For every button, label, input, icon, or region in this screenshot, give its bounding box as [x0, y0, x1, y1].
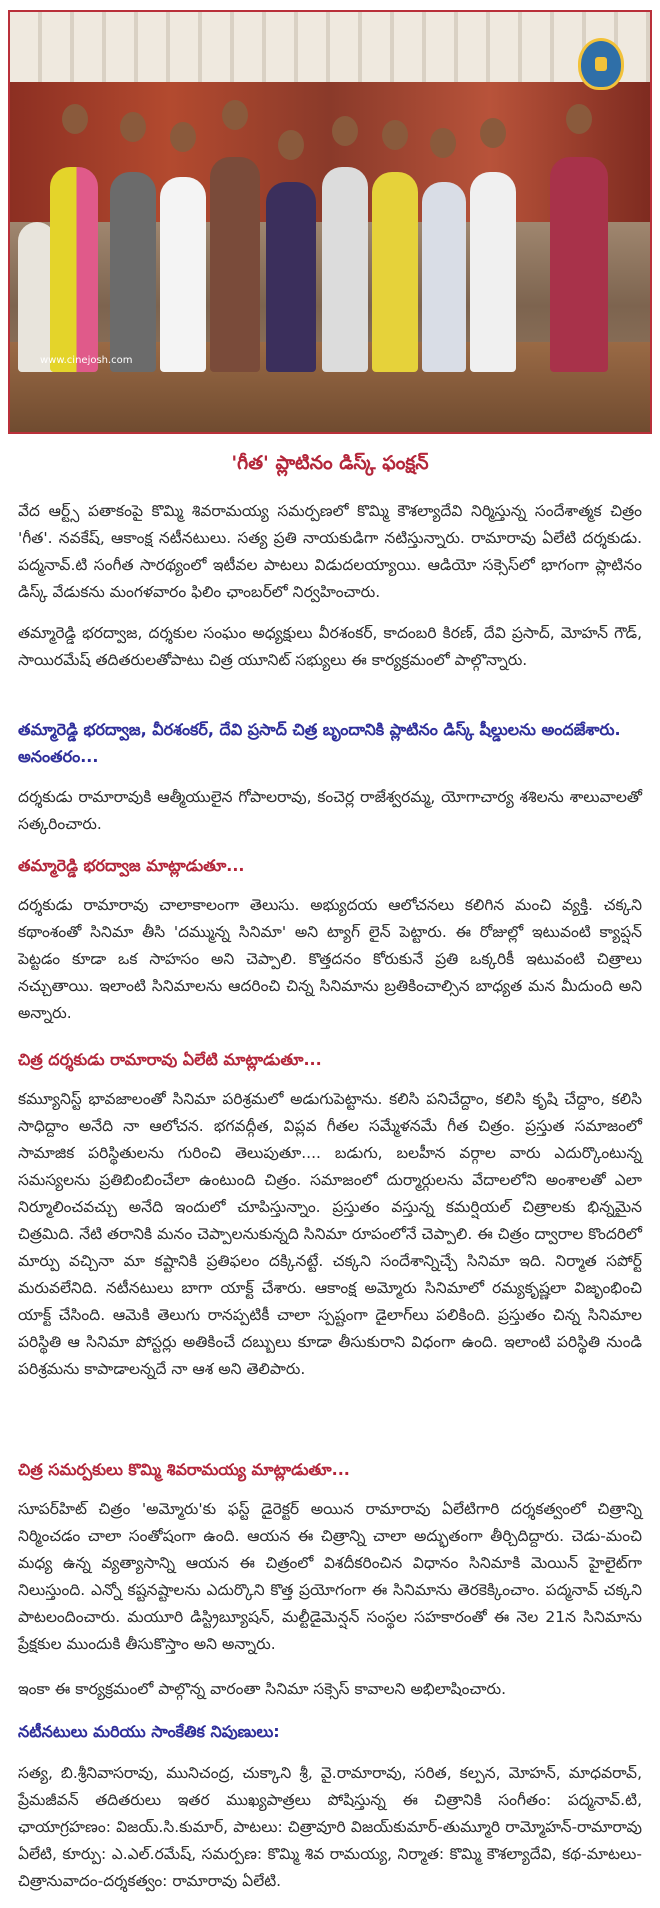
article-paragraph: వేద ఆర్ట్స్ పతాకంపై కొమ్మి శివరామయ్య సమర్పణలో కొమ్మి కౌశల్యాదేవి నిర్మిస్తున్న సందేశాత్మక చిత్రం 'గీత'. నవకేష్, ఆకాంక్ష నటీనటులు. సత్య ప్రతి నాయకుడిగా నటిస్తున్నారు. రామారావు ఏలేటి దర్శకుడు. పద్మనావ్.టి సంగీత సారథ్యంలో ఇటీవల పాటలు విడుదలయ్యాయి. ఆడియో సక్సెస్‌లో భాగంగా ప్లాటినం డిస్క్ వేడుకను మంగళవారం ఫిలిం ఛాంబర్‌లో నిర్వహించారు.: [18, 502, 642, 601]
person-figure: [160, 177, 206, 372]
person-head: [566, 104, 592, 134]
article-paragraph: తమ్మారెడ్డి భరద్వాజ, దర్శకుల సంఘం అధ్యక్షులు వీరశంకర్, కాదంబరి కిరణ్, దేవి ప్రసాద్, మోహన్ గౌడ్, సాయిరమేష్ తదితరులతోపాటు చిత్ర యూనిట్ సభ్యులు ఈ కార్యక్రమంలో పాల్గొన్నారు.: [18, 624, 642, 669]
person-head: [430, 128, 456, 158]
person-figure: [210, 157, 260, 372]
person-figure: [322, 167, 368, 372]
article-subheading: తమ్మారెడ్డి భరద్వాజ మాట్లాడుతూ...: [18, 856, 245, 875]
article-subheading: నటీనటులు మరియు సాంకేతిక నిపుణులు:: [18, 1722, 280, 1741]
article-paragraph: దర్శకుడు రామారావుకి ఆత్మీయులైన గోపాలరావు, కంచెర్ల రాజేశ్వరమ్మ, యోగాచార్య శశిలను శాలువాలతో సత్కరించారు.: [18, 788, 642, 833]
person-head: [222, 100, 248, 130]
person-figure: [110, 172, 156, 372]
person-figure: [266, 182, 316, 372]
article-subheading: చిత్ర సమర్పకులు కొమ్మి శివరామయ్య మాట్లాడుతూ...: [18, 1460, 350, 1479]
site-logo-icon: [578, 38, 624, 90]
article-paragraph: దర్శకుడు రామారావు చాలాకాలంగా తెలుసు. అభ్యుదయ ఆలోచనలు కలిగిన మంచి వ్యక్తి. చక్కని కథాంశంతో సినిమా తీసి 'దమ్మున్న సినిమా' అని ట్యాగ్ లైన్ పెట్టారు. ఈ రోజుల్లో ఇటువంటి క్యాప్షన్ పెట్టడం కూడా ఒక సాహసం అని చెప్పాలి. కొత్తదనం కోరుకునే ప్రతి ఒక్కరికీ ఇటువంటి చిత్రాలు నచ్చుతాయి. ఇలాంటి సినిమాలను ఆదరించి చిన్న సినిమాను బ్రతికించాల్సిన బాధ్యత మన మీదుంది అని అన్నారు.: [18, 896, 642, 1022]
person-figure: [422, 182, 466, 372]
article-paragraph: ఇంకా ఈ కార్యక్రమంలో పాల్గొన్న వారంతా సినిమా సక్సెస్ కావాలని అభిలాషించారు.: [18, 1680, 507, 1698]
article-subheading: చిత్ర దర్శకుడు రామారావు ఏలేటి మాట్లాడుతూ...: [18, 1050, 322, 1069]
article-title: 'గీత' ప్లాటినం డిస్క్ ఫంక్షన్: [231, 452, 429, 474]
person-head: [170, 122, 196, 152]
person-figure: [550, 157, 608, 372]
person-head: [278, 130, 304, 160]
article-paragraph: సూపర్‌హిట్ చిత్రం 'అమ్మోరు'కు ఫస్ట్ డైరెక్టర్ అయిన రామారావు ఏలేటిగారి దర్శకత్వంలో చిత్రాన్ని నిర్మించడం చాలా సంతోషంగా ఉంది. ఆయన ఈ చిత్రాన్ని చాలా అద్భుతంగా తీర్చిదిద్దారు. చెడు-మంచి మధ్య ఉన్న వ్యత్యాసాన్ని ఆయన ఈ చిత్రంలో విశదీకరించిన విధానం సినిమాకి మెయిన్ హైలైట్‌గా నిలుస్తుంది. ఎన్నో కష్టనష్టాలను ఎదుర్కొని కొత్త ప్రయోగంగా ఈ సినిమాను తెరకెక్కించాం. పద్మనావ్ చక్కని పాటలందించారు. మయూరి డిస్ట్రిబ్యూషన్, మల్టీడైమెన్షన్ సంస్థల సహకారంతో ఈ నెల 21న సినిమాను ప్రేక్షకుల ముందుకి తీసుకొస్తాం అని అన్నారు.: [18, 1500, 642, 1653]
article-paragraph: సత్య, బి.శ్రీనివాసరావు, మునిచంద్ర, చుక్కాని శ్రీ, వై.రామారావు, సరిత, కల్పన, మోహన్, మాధవరావ్, ప్రేమజీవన్ తదితరులు ఇతర ముఖ్యపాత్రలు పోషిస్తున్న ఈ చిత్రానికి సంగీతం: పద్మనావ్.టి, ఛాయాగ్రహణం: విజయ్.సి.కుమార్, పాటలు: చిత్రావూరి విజయ్‌కుమార్-తుమ్మూరి రామ్మోహన్-రామారావు ఏలేటి, కూర్పు: ఎ.ఎల్.రమేష్, సమర్పణ: కొమ్మి శివ రామయ్య, నిర్మాత: కొమ్మి కౌశల్యాదేవి, కథ-మాటలు-చిత్రానువాదం-దర్శకత్వం: రామారావు ఏలేటి.: [18, 1764, 642, 1890]
person-head: [480, 118, 506, 148]
photo-watermark: www.cinejosh.com: [40, 355, 133, 366]
person-figure: [50, 167, 98, 372]
person-figure: [470, 172, 516, 372]
article-paragraph: కమ్యూనిస్ట్ భావజాలంతో సినిమా పరిశ్రమలో అడుగుపెట్టాను. కలిసి పనిచేద్దాం, కలిసి కృషి చేద్దాం, కలిసి సాధిద్దాం అనేది నా ఆలోచన. భగవద్గీత, విప్లవ గీతల సమ్మేళనమే గీత చిత్రం. ప్రస్తుత సమాజంలో సామాజిక పరిస్థితులను గురించి తెలుపుతూ.... బడుగు, బలహీన వర్గాల వారు ఎదుర్కొంటున్న సమస్యలను ప్రతిబింబించేలా ఉంటుంది చిత్రం. సమాజంలో దుర్మార్గులను వేదాలలోని అంశాలతో ఎలా నిర్మూలించవచ్చు అనేది ఇందులో చూపిస్తున్నాం. ప్రస్తుతం వస్తున్న కమర్షియల్ చిత్రాలకు భిన్నమైన చిత్రమిది. నేటి తరానికి మనం చెప్పాలనుకున్నది సినిమా రూపంలోనే చెప్పాలి. ఈ చిత్రం ద్వారాల కొందరిలో మార్పు వచ్చినా మా కష్టానికి ప్రతిఫలం దక్కినట్టే. చక్కని సందేశాన్నిచ్చే సినిమా ఇది. నిర్మాత సపోర్ట్ మరువలేనిది. నటీనటులు బాగా యాక్ట్ చేశారు. ఆకాంక్ష అమ్మోరు సినిమాలో రమ్యకృష్ణలా విజృంభించి యాక్ట్ చేసింది. ఆమెకి తెలుగు రానప్పటికీ చాలా స్పష్టంగా డైలాగ్‌లు పలికింది. ప్రస్తుతం చిన్న సినిమాల పరిస్థితి ఆ సినిమా పోస్టర్లు అతికించే దబ్బులు కూడా తీసుకురాని విధంగా ఉంది. ఇలాంటి పరిస్థితి నుండి పరిశ్రమను కాపాడాలన్నదే నా ఆశ అని తెలిపారు.: [18, 1090, 642, 1378]
person-head: [62, 104, 88, 134]
person-head: [120, 112, 146, 142]
person-head: [332, 116, 358, 146]
photo-ceiling: [10, 12, 650, 82]
event-photo: [8, 10, 652, 434]
person-figure: [372, 172, 418, 372]
person-head: [382, 120, 408, 150]
article-subheading: తమ్మారెడ్డి భరద్వాజ, వీరశంకర్, దేవి ప్రసాద్ చిత్ర బృందానికి ప్లాటినం డిస్క్ షీల్డులను అందజేశారు. అనంతరం...: [18, 720, 621, 766]
